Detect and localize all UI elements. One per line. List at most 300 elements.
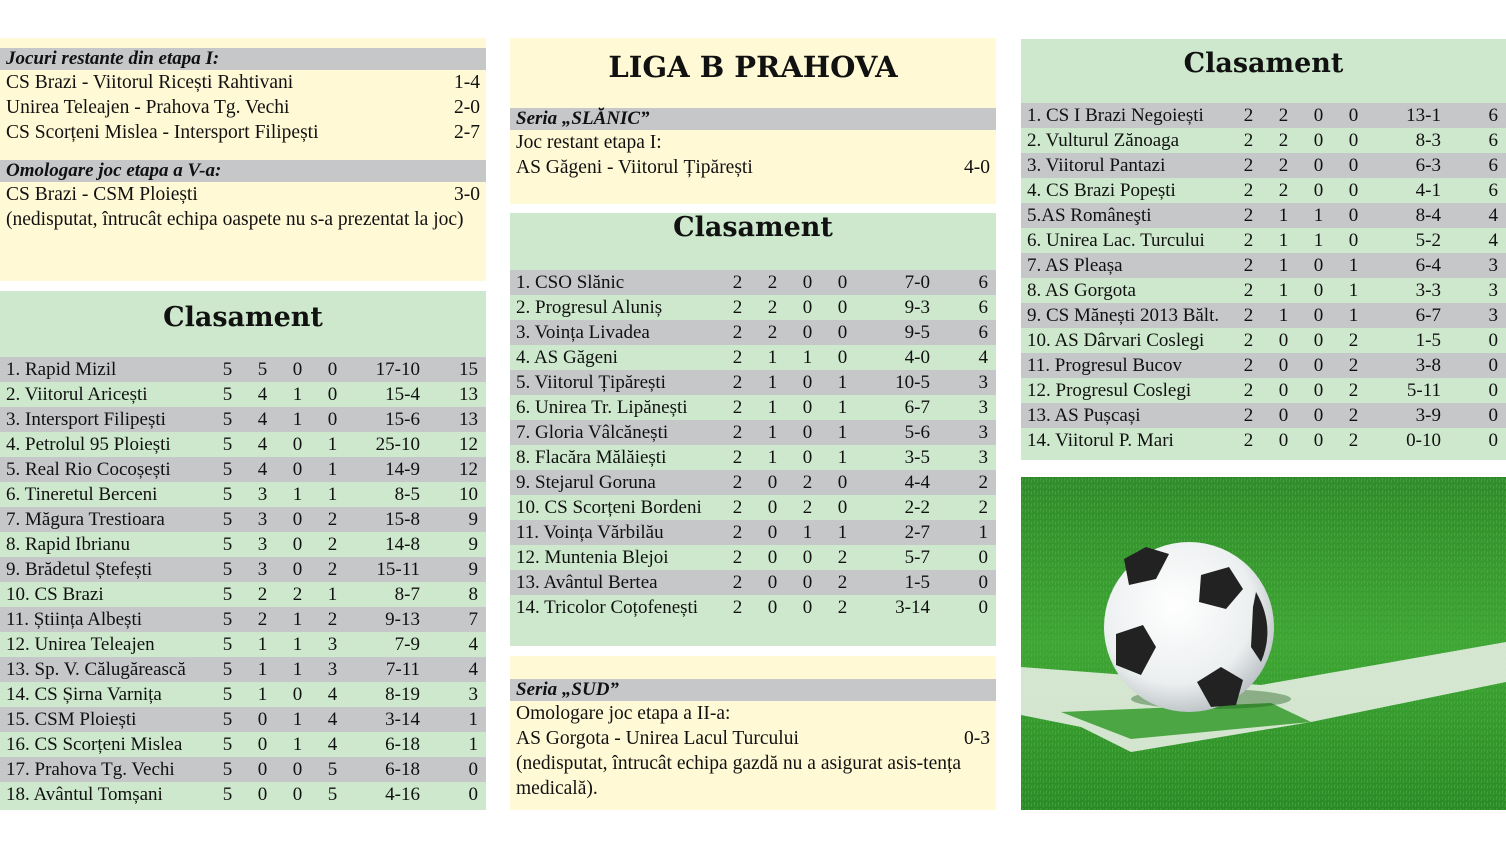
match-name: AS Gorgota - Unirea Lacul Turcului (516, 728, 799, 749)
restant-label (510, 130, 996, 155)
goals: 14-8 (385, 534, 420, 555)
table-row (510, 470, 996, 495)
draws: 0 (802, 372, 813, 393)
games-played: 5 (222, 459, 233, 480)
wins: 1 (257, 634, 268, 655)
team-name: 8. Rapid Ibrianu (6, 534, 131, 555)
losses: 0 (837, 472, 848, 493)
table-row (510, 420, 996, 445)
losses: 0 (837, 297, 848, 318)
wins: 5 (257, 359, 268, 380)
losses: 5 (327, 784, 338, 805)
losses: 4 (327, 684, 338, 705)
table-row (510, 295, 996, 320)
team-name: 12. Muntenia Blejoi (516, 547, 669, 568)
goals: 15-8 (385, 509, 420, 530)
team-name: 11. Știința Albești (6, 609, 142, 630)
restant-label-text: Joc restant etapa I: (516, 132, 662, 153)
team-name: 2. Vulturul Zănoaga (1027, 130, 1180, 151)
draws: 0 (292, 434, 303, 455)
goals: 8-7 (394, 584, 420, 605)
goals: 9-13 (385, 609, 420, 630)
table-row (0, 732, 486, 757)
match-score: 4-0 (964, 157, 990, 178)
goals: 7-9 (394, 634, 420, 655)
draws: 1 (292, 384, 303, 405)
games-played: 5 (222, 559, 233, 580)
points: 0 (978, 597, 988, 618)
match-score: 0-3 (964, 728, 990, 749)
goals: 9-5 (904, 322, 930, 343)
goals: 5-6 (904, 422, 930, 443)
draws: 0 (802, 572, 813, 593)
draws: 0 (1313, 305, 1324, 326)
match-score: 1-4 (454, 72, 480, 93)
match-name: CS Brazi - CSM Ploiești (6, 184, 198, 205)
games-played: 2 (1243, 130, 1254, 151)
wins: 0 (767, 547, 778, 568)
team-name: 14. Tricolor Coțofenești (516, 597, 699, 618)
goals: 10-5 (895, 372, 930, 393)
wins: 1 (767, 397, 778, 418)
games-played: 5 (222, 659, 233, 680)
table-row (1021, 428, 1506, 453)
games-played: 2 (1243, 280, 1254, 301)
table-row (0, 782, 486, 807)
goals: 14-9 (385, 459, 420, 480)
team-name: 6. Tineretul Berceni (6, 484, 158, 505)
points: 9 (468, 509, 478, 530)
wins: 2 (767, 272, 778, 293)
table-row (510, 570, 996, 595)
draws: 1 (802, 522, 813, 543)
team-name: 4. CS Brazi Popești (1027, 180, 1176, 201)
omologare-note: (nedisputat, întrucât echipa oaspete nu s-a prezentat la joc) (6, 209, 464, 230)
seria-sud-header: Seria „SUD” (510, 679, 996, 701)
points: 6 (978, 272, 988, 293)
restante-header: Jocuri restante din etapa I: (0, 48, 486, 70)
standings-title: Clasament (1183, 48, 1344, 79)
points: 13 (459, 409, 478, 430)
table-row (1021, 328, 1506, 353)
wins: 1 (767, 422, 778, 443)
wins: 2 (1278, 180, 1289, 201)
games-played: 5 (222, 434, 233, 455)
points: 6 (978, 297, 988, 318)
team-name: 3. Viitorul Pantazi (1027, 155, 1166, 176)
draws: 1 (292, 634, 303, 655)
wins: 4 (257, 384, 268, 405)
points: 1 (978, 522, 988, 543)
goals: 13-1 (1406, 105, 1441, 126)
losses: 1 (837, 522, 848, 543)
games-played: 2 (732, 497, 743, 518)
points: 4 (468, 659, 478, 680)
games-played: 2 (1243, 255, 1254, 276)
seria-sud-panel (510, 656, 996, 810)
team-name: 10. CS Brazi (6, 584, 104, 605)
match-row (510, 155, 996, 180)
draws: 0 (1313, 355, 1324, 376)
wins: 1 (767, 347, 778, 368)
losses: 4 (327, 734, 338, 755)
games-played: 5 (222, 609, 233, 630)
points: 2 (978, 497, 988, 518)
team-name: 9. Brădetul Ștefești (6, 559, 153, 580)
losses: 0 (327, 409, 338, 430)
team-name: 15. CSM Ploiești (6, 709, 137, 730)
table-row (510, 270, 996, 295)
match-row (510, 726, 996, 751)
draws: 0 (1313, 105, 1324, 126)
games-played: 2 (1243, 380, 1254, 401)
points: 0 (1488, 405, 1498, 426)
draws: 1 (292, 659, 303, 680)
wins: 4 (257, 409, 268, 430)
draws: 1 (292, 484, 303, 505)
table-row (510, 545, 996, 570)
losses: 2 (837, 547, 848, 568)
wins: 3 (257, 484, 268, 505)
losses: 0 (327, 384, 338, 405)
losses: 1 (837, 397, 848, 418)
match-name: Unirea Teleajen - Prahova Tg. Vechi (6, 97, 290, 118)
games-played: 5 (222, 709, 233, 730)
team-name: 5. Real Rio Cocoșești (6, 459, 171, 480)
draws: 0 (292, 359, 303, 380)
games-played: 2 (1243, 230, 1254, 251)
team-name: 3. Voința Livadea (516, 322, 650, 343)
team-name: 4. Petrolul 95 Ploiești (6, 434, 171, 455)
table-row (0, 632, 486, 657)
team-name: 11. Progresul Bucov (1027, 355, 1182, 376)
games-played: 5 (222, 484, 233, 505)
games-played: 2 (1243, 405, 1254, 426)
table-row (510, 520, 996, 545)
games-played: 5 (222, 534, 233, 555)
points: 3 (978, 447, 988, 468)
points: 0 (1488, 355, 1498, 376)
draws: 0 (1313, 430, 1324, 451)
table-row (0, 357, 486, 382)
goals: 15-4 (385, 384, 420, 405)
table-row (0, 507, 486, 532)
wins: 1 (767, 372, 778, 393)
liga-header-panel (510, 38, 996, 204)
losses: 1 (1348, 305, 1359, 326)
goals: 6-18 (385, 734, 420, 755)
points: 3 (1488, 305, 1498, 326)
match-row (0, 182, 486, 207)
points: 4 (468, 634, 478, 655)
losses: 3 (327, 634, 338, 655)
losses: 2 (327, 559, 338, 580)
losses: 0 (837, 272, 848, 293)
wins: 2 (257, 609, 268, 630)
match-score: 2-7 (454, 122, 480, 143)
points: 13 (459, 384, 478, 405)
games-played: 2 (1243, 305, 1254, 326)
goals: 5-11 (1406, 380, 1441, 401)
team-name: 2. Viitorul Aricești (6, 384, 148, 405)
wins: 1 (257, 659, 268, 680)
team-name: 8. Flacăra Mălăiești (516, 447, 667, 468)
losses: 0 (1348, 105, 1359, 126)
goals: 5-7 (904, 547, 930, 568)
points: 4 (1488, 230, 1498, 251)
table-row (1021, 378, 1506, 403)
table-row (0, 657, 486, 682)
goals: 1-5 (904, 572, 930, 593)
games-played: 2 (732, 372, 743, 393)
games-played: 2 (732, 572, 743, 593)
losses: 0 (837, 322, 848, 343)
wins: 2 (1278, 130, 1289, 151)
draws: 0 (802, 297, 813, 318)
wins: 3 (257, 559, 268, 580)
losses: 2 (1348, 355, 1359, 376)
match-name: CS Scorțeni Mislea - Intersport Filipești (6, 122, 319, 143)
goals: 3-5 (904, 447, 930, 468)
goals: 4-0 (904, 347, 930, 368)
points: 12 (459, 459, 478, 480)
table-row (0, 482, 486, 507)
goals: 5-2 (1415, 230, 1441, 251)
draws: 0 (1313, 380, 1324, 401)
table-row (1021, 278, 1506, 303)
draws: 0 (292, 459, 303, 480)
slanic-standings-panel (510, 213, 996, 646)
games-played: 2 (732, 547, 743, 568)
points: 0 (468, 784, 478, 805)
wins: 1 (1278, 205, 1289, 226)
losses: 3 (327, 659, 338, 680)
losses: 2 (837, 597, 848, 618)
draws: 0 (292, 559, 303, 580)
wins: 1 (1278, 230, 1289, 251)
goals: 1-5 (1415, 330, 1441, 351)
losses: 2 (1348, 430, 1359, 451)
points: 4 (1488, 205, 1498, 226)
team-name: 7. Gloria Vâlcănești (516, 422, 669, 443)
goals: 3-8 (1415, 355, 1441, 376)
table-row (1021, 303, 1506, 328)
table-row (510, 595, 996, 620)
goals: 6-7 (904, 397, 930, 418)
goals: 8-3 (1415, 130, 1441, 151)
goals: 3-9 (1415, 405, 1441, 426)
wins: 0 (767, 597, 778, 618)
wins: 1 (1278, 305, 1289, 326)
team-name: 6. Unirea Tr. Lipănești (516, 397, 688, 418)
losses: 0 (1348, 180, 1359, 201)
soccer-ball (1104, 542, 1274, 712)
losses: 2 (1348, 330, 1359, 351)
losses: 2 (1348, 405, 1359, 426)
draws: 0 (1313, 130, 1324, 151)
games-played: 2 (732, 397, 743, 418)
points: 6 (1488, 180, 1498, 201)
points: 3 (1488, 255, 1498, 276)
table-row (1021, 203, 1506, 228)
wins: 0 (767, 497, 778, 518)
games-played: 2 (732, 347, 743, 368)
table-row (0, 582, 486, 607)
wins: 2 (1278, 155, 1289, 176)
draws: 2 (292, 584, 303, 605)
draws: 0 (292, 684, 303, 705)
wins: 0 (1278, 405, 1289, 426)
table-row (0, 457, 486, 482)
wins: 0 (767, 522, 778, 543)
losses: 0 (1348, 130, 1359, 151)
team-name: 9. Stejarul Goruna (516, 472, 656, 493)
losses: 1 (327, 434, 338, 455)
losses: 4 (327, 709, 338, 730)
team-name: 3. Intersport Filipești (6, 409, 166, 430)
table-row (1021, 128, 1506, 153)
losses: 0 (837, 497, 848, 518)
games-played: 5 (222, 384, 233, 405)
table-row (1021, 353, 1506, 378)
team-name: 13. Avântul Bertea (516, 572, 658, 593)
left-standings-panel (0, 291, 486, 810)
table-row (0, 757, 486, 782)
team-name: 10. AS Dârvari Coslegi (1027, 330, 1205, 351)
team-name: 1. CS I Brazi Negoiești (1027, 105, 1204, 126)
points: 6 (1488, 105, 1498, 126)
points: 0 (1488, 330, 1498, 351)
draws: 1 (292, 734, 303, 755)
team-name: 10. CS Scorțeni Bordeni (516, 497, 702, 518)
losses: 0 (1348, 155, 1359, 176)
table-row (0, 607, 486, 632)
table-row (1021, 153, 1506, 178)
wins: 0 (257, 759, 268, 780)
table-row (1021, 228, 1506, 253)
games-played: 5 (222, 684, 233, 705)
losses: 0 (1348, 205, 1359, 226)
points: 1 (468, 734, 478, 755)
games-played: 5 (222, 734, 233, 755)
points: 12 (459, 434, 478, 455)
draws: 0 (1313, 405, 1324, 426)
wins: 4 (257, 459, 268, 480)
losses: 2 (327, 609, 338, 630)
team-name: 1. Rapid Mizil (6, 359, 117, 380)
wins: 1 (767, 447, 778, 468)
points: 9 (468, 534, 478, 555)
draws: 0 (802, 447, 813, 468)
standings-table (510, 270, 996, 620)
games-played: 2 (1243, 180, 1254, 201)
draws: 0 (1313, 155, 1324, 176)
games-played: 2 (732, 422, 743, 443)
draws: 0 (1313, 180, 1324, 201)
omologare-header: Omologare joc etapa a V-a: (0, 160, 486, 182)
draws: 0 (802, 322, 813, 343)
points: 0 (1488, 430, 1498, 451)
points: 3 (978, 397, 988, 418)
draws: 0 (1313, 280, 1324, 301)
games-played: 2 (1243, 105, 1254, 126)
draws: 2 (802, 497, 813, 518)
points: 8 (468, 584, 478, 605)
losses: 0 (327, 359, 338, 380)
games-played: 5 (222, 359, 233, 380)
sud-note: (nedisputat, întrucât echipa gazdă nu a asigurat asis-tența medicală). (516, 753, 962, 799)
points: 10 (459, 484, 478, 505)
points: 3 (468, 684, 478, 705)
team-name: 9. CS Mănești 2013 Bălt. (1027, 305, 1220, 326)
draws: 0 (292, 759, 303, 780)
wins: 2 (767, 322, 778, 343)
goals: 17-10 (375, 359, 420, 380)
table-row (510, 495, 996, 520)
team-name: 7. Măgura Trestioara (6, 509, 165, 530)
table-row (0, 407, 486, 432)
games-played: 2 (732, 297, 743, 318)
omologare-label-text: Omologare joc etapa a II-a: (516, 703, 731, 724)
table-row (0, 382, 486, 407)
wins: 3 (257, 509, 268, 530)
match-row (0, 95, 486, 120)
points: 6 (1488, 155, 1498, 176)
losses: 2 (1348, 380, 1359, 401)
team-name: 13. AS Pușcași (1027, 405, 1141, 426)
wins: 0 (767, 472, 778, 493)
table-row (510, 445, 996, 470)
games-played: 5 (222, 759, 233, 780)
points: 3 (1488, 280, 1498, 301)
goals: 4-4 (904, 472, 930, 493)
seria-slanic-header: Seria „SLĂNIC” (510, 108, 996, 130)
losses: 2 (327, 509, 338, 530)
losses: 2 (327, 534, 338, 555)
table-row (0, 557, 486, 582)
soccer-ball-image (1021, 477, 1506, 810)
table-row (510, 395, 996, 420)
team-name: 4. AS Găgeni (516, 347, 618, 368)
games-played: 2 (1243, 430, 1254, 451)
table-row (510, 345, 996, 370)
team-name: 11. Voința Vărbilău (516, 522, 664, 543)
goals: 6-18 (385, 759, 420, 780)
wins: 0 (1278, 355, 1289, 376)
omologare-label (510, 701, 996, 726)
points: 7 (468, 609, 478, 630)
goals: 4-1 (1415, 180, 1441, 201)
match-row (0, 70, 486, 95)
team-name: 17. Prahova Tg. Vechi (6, 759, 175, 780)
draws: 0 (1313, 255, 1324, 276)
draws: 0 (802, 422, 813, 443)
table-row (1021, 253, 1506, 278)
losses: 1 (327, 459, 338, 480)
draws: 1 (292, 609, 303, 630)
soccer-ball-photo (1021, 477, 1506, 810)
games-played: 5 (222, 584, 233, 605)
table-row (0, 532, 486, 557)
points: 4 (978, 347, 988, 368)
games-played: 2 (1243, 330, 1254, 351)
draws: 0 (802, 272, 813, 293)
games-played: 2 (1243, 155, 1254, 176)
wins: 1 (1278, 255, 1289, 276)
points: 3 (978, 372, 988, 393)
points: 0 (1488, 380, 1498, 401)
wins: 0 (767, 572, 778, 593)
